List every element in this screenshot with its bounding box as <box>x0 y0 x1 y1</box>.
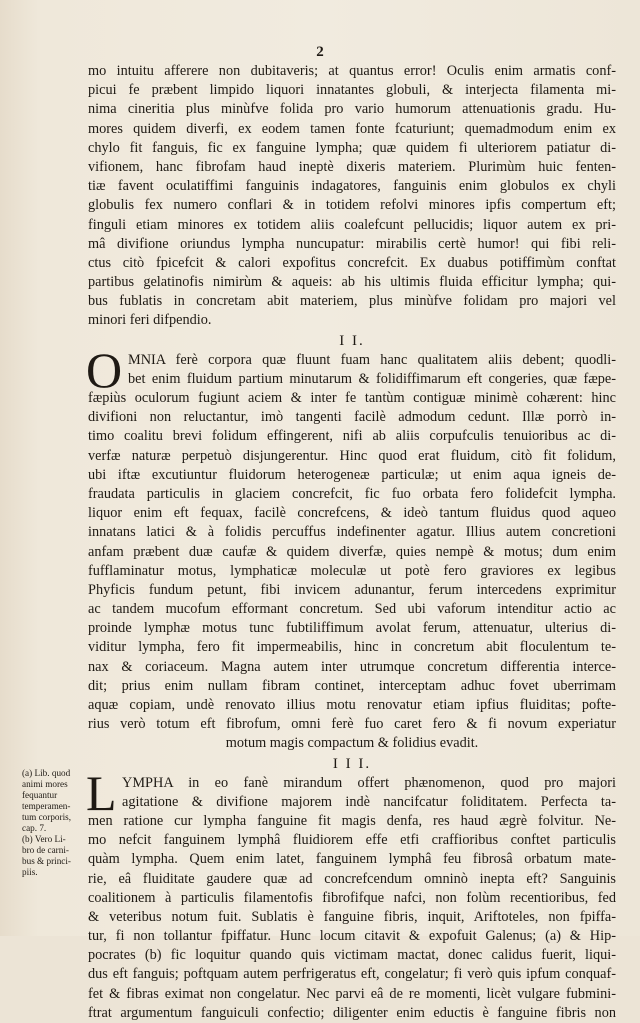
text-line: nax & coriaceum. Magna autem inter utrumque concretum differentia interce- <box>88 658 616 675</box>
text-line: quàm lympha. Quem enim latet, fanguinem lymphâ feu fibrosâ orbatum mate- <box>88 851 616 868</box>
side-note-line: tum corporis, <box>22 812 71 822</box>
text-line: dit; prius enim nullam fibram continet, interceptam adhuc fovet uberrimam <box>88 677 616 694</box>
text-line: men ratione cur lympha fanguine fit magis denfa, res haud ægrè folvitur. Ne- <box>88 812 616 829</box>
text-line: tur, fi non tollantur fpiffatur. Hunc locum citavit & expofuit Galenus; (a) & Hip- <box>88 928 616 945</box>
text-line: YMPHA in eo fanè mirandum offert phænomenon, quod pro majori <box>122 774 616 791</box>
text-line: & veteribus notum fuit. Sublatis è fanguine fibris, inquit, Ariftoteles, non fpiffa- <box>88 908 616 925</box>
text-line: globulis fex numero conflari & in totidem refolvi minores ipfis compertum eft; <box>88 197 616 214</box>
text-line: mores quidem diverfi, ex eodem tamen fonte fcaturiunt; quemadmodum enim ex <box>88 120 616 137</box>
drop-cap-l: L <box>86 764 117 821</box>
text-line: mo intuitu afferere non dubitaveris; at quantus error! Oculis enim armatis conf- <box>88 63 616 79</box>
main-text <box>88 62 616 1023</box>
text-line: mo nefcit fanguinem lymphâ fluidiorem effe etfi craffioribus conftet particulis <box>88 832 616 849</box>
text-line: vifionem, hanc fibrofam haud ineptè dixeris materiem. Plurimùm huic fenten- <box>88 158 616 175</box>
text-line: ubi iftæ excutiuntur fluidorum heterogeneæ particulæ; ut enim aqua igneis de- <box>88 466 616 483</box>
text-line: divifioni non reluctantur, imò tangenti facilè admodum cedunt. Illæ porrò in- <box>88 409 616 426</box>
text-line: aquæ copiam, undè renovato illius motu renovatur etiam ipfius fluiditas; pofte- <box>88 697 616 713</box>
text-line: minori feri difpendio. <box>88 312 212 329</box>
text-line: pocrates (b) fic loquitur quando quis victimam mactat, donec calidus fuerit, liqui- <box>88 947 616 964</box>
side-note-line: (a) Lib. quod <box>22 768 71 778</box>
section-heading-ii: I I. <box>339 332 365 349</box>
text-line: bus fublatis in concretam abit materiem, plus minùfve folidam pro majori vel <box>88 293 616 310</box>
text-line: liquor enim eft fequax, facilè concrefcens, & ideò tantum fluidus quod aqueo <box>88 505 616 522</box>
text-line: fraudata particulis in glaciem concrefcit, fic fuo orbata fero folidefcit lympha. <box>88 485 616 502</box>
text-line: ftrat argumentum fanguiculi confectio; diligenter enim eductis è fanguine fibris non <box>88 1004 616 1021</box>
page-number: 2 <box>316 44 324 60</box>
text-line: rius verò totum eft fibrofum, omni ferè fuo caret fero & fi novum experiatur <box>88 716 616 733</box>
text-line: fet & fibras eximat non congelatur. Nec parvi eâ de re momenti, licèt vulgare fubmini- <box>88 985 616 1002</box>
side-note-line: (b) Vero Li- <box>22 834 66 844</box>
side-note-line: animi mores <box>22 779 68 789</box>
side-note-line: bus & princi- <box>22 856 71 866</box>
side-note-line: fequantur <box>22 790 58 800</box>
text-line: motum magis compactum & folidius evadit. <box>225 735 479 752</box>
section-iii-paragraph <box>86 764 616 1023</box>
drop-cap-o: O <box>86 341 123 398</box>
text-line: rie, eâ fluiditate gaudere quæ ad concrefcendum omninò inepta eft? Sanguinis <box>88 870 616 887</box>
text-line: finguli etiam minores ex totidem aliis coalefcunt pellucidis; liquor autem ex pri- <box>88 216 616 233</box>
section-ii-paragraph <box>86 341 616 754</box>
text-line: ac tandem mucofum efformant concretum. Sed ubi vaforum intenditur actio ac <box>88 601 616 618</box>
side-note-line: temperamen- <box>22 801 71 811</box>
section-heading-iii: I I I. <box>332 755 372 772</box>
text-line: innatans latici & à folidis percuffus indefinenter agatur. Illius autem concretioni <box>88 524 616 541</box>
text-line: coalitionem à particulis filamentofis fibrofifque nafci, non folùm recentioribus, fed <box>88 889 616 906</box>
text-line: picui fe præbent limpido liquori innatantes globuli, & interjecta filamenta mi- <box>88 82 616 99</box>
text-line: agitatione & divifione majorem indè nancifcatur foliditatem. Perfecta ta- <box>122 793 616 810</box>
side-note-line: piis. <box>22 867 38 877</box>
text-line: Phyficis fundum petunt, fibi invicem adunantur, ferum intercedens exprimitur <box>88 581 616 598</box>
text-line: verfæ naturæ perpetuò disjungerentur. Hinc quod erat fluidum, citò fit folidum, <box>88 447 616 464</box>
side-note-line: bro de carni- <box>22 845 69 855</box>
text-line: fæpiùs oculorum fugiunt aciem & inter fe tantùm contiguæ minimè cohærent: hinc <box>88 390 616 406</box>
text-line: dus eft fanguis; poftquam autem perfrigeratus eft, congelatur; fi verò quis ipfum conquaf- <box>88 966 616 983</box>
text-line: timo coalitu brevi folidum effingerent, nifi ab aliis corpufculis tenuioribus ac di- <box>88 428 616 445</box>
text-line: MNIA ferè corpora quæ fluunt fuam hanc qualitatem aliis debent; quodli- <box>128 351 616 368</box>
text-line: partibus gelatinofis nimirùm & aqueis: ab his ultimis fluida efficitur lympha; qui- <box>88 274 616 291</box>
text-line: anfam præbent duæ caufæ & quidem diverfæ, quies nempè & motus; dum enim <box>88 543 616 560</box>
text-line: mâ divifione oriundus lympha nuncupatur: mirabilis certè humor! qui fibi reli- <box>88 235 616 252</box>
text-line: fufflaminatur motus, lymphaticæ moleculæ ut potè fero graviores ex legibus <box>88 562 616 579</box>
side-note-line: cap. 7. <box>22 823 47 833</box>
text-line: ctus citò fpicefcit & calori expofitus concrefcit. Ex duabus potiffimùm conftat <box>88 254 616 271</box>
intro-paragraph <box>88 62 616 331</box>
text-line: nima cineritia plus minùfve folida pro vario humorum attenuationis gradu. Hu- <box>88 101 616 118</box>
side-notes <box>22 768 84 878</box>
text-line: viditur lympha, fero fit impermeabilis, hinc in concretum abit floculentum te- <box>88 639 616 656</box>
text-line: chylo fit fanguis, fic ex fanguine lympha; quæ quidem fi ulteriorem patiatur di- <box>88 139 616 156</box>
text-line: proinde lymphæ motus tunc fubtiliffimum avolat ferum, attenuatur, ulterius di- <box>88 620 616 637</box>
text-line: bet enim fluidum partium minutarum & folidiffimarum eft congeries, quæ fæpe- <box>128 370 616 387</box>
text-line: tiæ favent oculatiffimi fanguinis indagatores, fanguinis enim globulos ex chyli <box>88 178 616 195</box>
